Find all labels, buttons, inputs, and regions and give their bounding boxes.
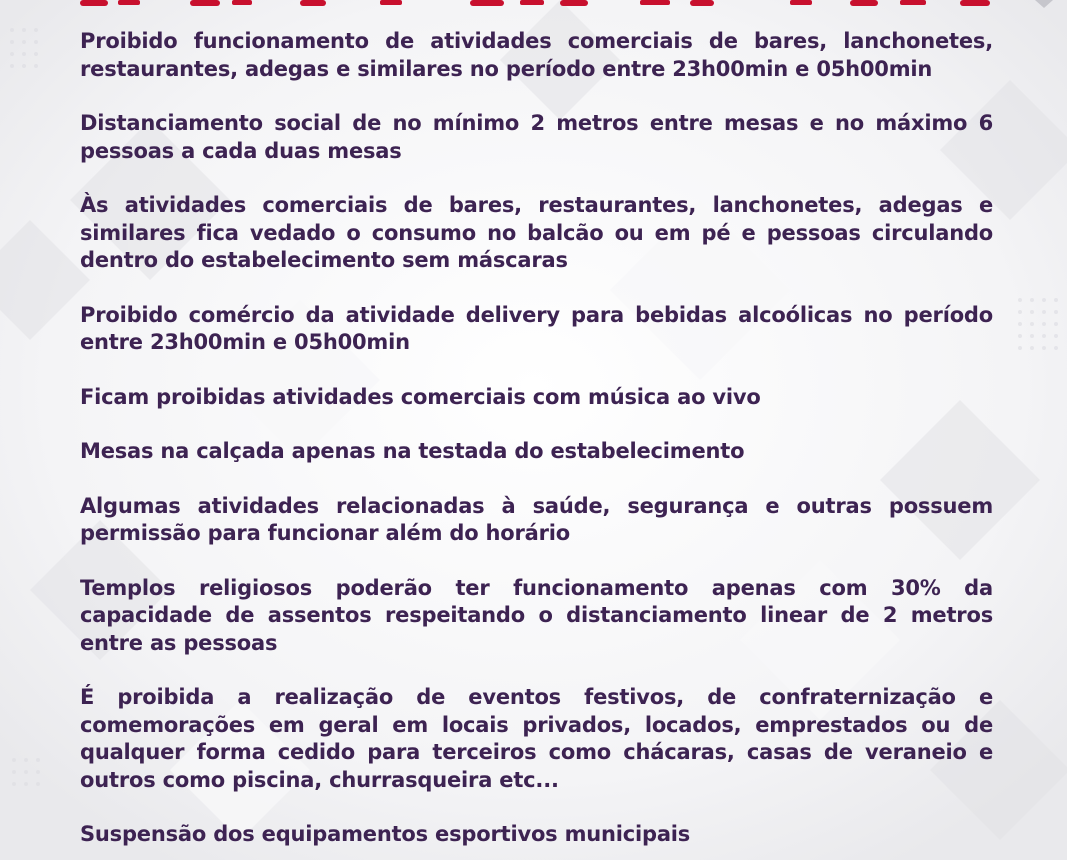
rule-item: É proibida a realização de eventos festivos, de confraternização e comemorações em geral em locais privados, locados, emprestados ou de qualquer forma cedido para terceiros como chácaras, casas de veraneio e outros como piscina, churrasqueira etc... [80,685,993,792]
rule-item: Mesas na calçada apenas na testada do estabelecimento [80,439,745,463]
rule-item: Algumas atividades relacionadas à saúde, segurança e outras possuem permissão para funcionar além do horário [80,493,993,545]
rule-item: Suspensão dos equipamentos esportivos municipais [80,822,691,846]
rule-item: Proibido funcionamento de atividades comerciais de bares, lanchonetes, restaurantes, adegas e similares no período entre 23h00min e 05h00min [80,29,993,81]
rule-item: Ficam proibidas atividades comerciais com música ao vivo [80,384,761,409]
rule-item: Proibido comércio da atividade delivery para bebidas alcoólicas no período entre 23h00min e 05h00min [80,302,993,354]
rule-item: Distanciamento social de no mínimo 2 metros entre mesas e no máximo 6 pessoas a cada duas mesas [80,111,993,163]
rule-item: Templos religiosos poderão ter funcionamento apenas com 30% da capacidade de assentos respeitando o distanciamento linear de 2 metros entre as pessoas [80,575,993,655]
rules-list [80,28,993,849]
rule-item: Às atividades comerciais de bares, restaurantes, lanchonetes, adegas e similares fica vedado o consumo no balcão ou em pé e pessoas circulando dentro do estabelecimento sem máscaras [80,193,993,272]
